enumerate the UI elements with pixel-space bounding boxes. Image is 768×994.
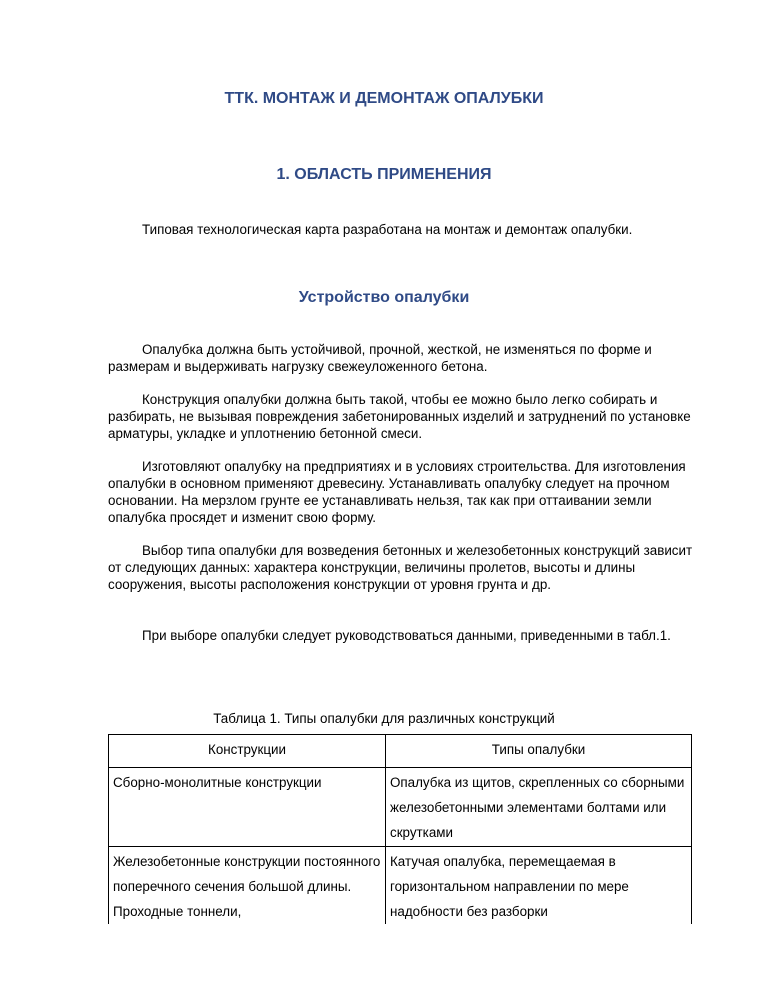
column-header-constructions: Конструкции xyxy=(109,735,386,768)
paragraph-text: Опалубка должна быть устойчивой, прочной, жесткой, не изменяться по форме и размерам и выдерживать нагрузку свежеуложенного бетона. xyxy=(108,342,652,374)
paragraph-text: Выбор типа опалубки для возведения бетонных и железобетонных конструкций зависит от следующих данных: характера конструкции, величины пролетов, высоты и длины сооружения, высоты расположения конструкции от уровня грунта и др. xyxy=(108,543,693,592)
paragraph xyxy=(108,627,708,644)
table-cell-formwork: Опалубка из щитов, скрепленных со сборными железобетонными элементами болтами или скрутками xyxy=(386,768,692,847)
paragraph xyxy=(108,341,708,375)
table-caption: Таблица 1. Типы опалубки для различных конструкций xyxy=(213,711,555,726)
table-cell-construction: Железобетонные конструкции постоянного поперечного сечения большой длины. Проходные тоннели, xyxy=(109,847,386,925)
table-row xyxy=(109,847,692,925)
scope-text: Типовая технологическая карта разработана на монтаж и демонтаж опалубки. xyxy=(142,222,633,237)
paragraph-text: Конструкция опалубки должна быть такой, чтобы ее можно было легко собирать и разбирать, не вызывая повреждения забетонированных изделий и затруднений по установке арматуры, укладке и уплотнению бетонной смеси. xyxy=(108,392,691,441)
paragraph-text: При выборе опалубки следует руководствоваться данными, приведенными в табл.1. xyxy=(142,628,671,643)
formwork-types-table xyxy=(108,734,692,924)
column-header-formwork-types: Типы опалубки xyxy=(386,735,692,768)
paragraph-text: Изготовляют опалубку на предприятиях и в условиях строительства. Для изготовления опалубки в основном применяют древесину. Устанавливать опалубку следует на прочном основании. На мерзлом грунте ее устанавливать нельзя, так как при оттаивании земли опалубка просядет и изменит свою форму. xyxy=(108,459,686,525)
subsection-title: Устройство опалубки xyxy=(298,289,470,306)
section-title: 1. ОБЛАСТЬ ПРИМЕНЕНИЯ xyxy=(276,166,492,183)
table-cell-formwork: Катучая опалубка, перемещаемая в горизонтальном направлении по мере надобности без разборки xyxy=(386,847,692,925)
table-cell-construction: Сборно-монолитные конструкции xyxy=(109,768,386,847)
paragraph xyxy=(108,542,708,593)
document-title: ТТК. МОНТАЖ И ДЕМОНТАЖ ОПАЛУБКИ xyxy=(224,90,544,107)
paragraph xyxy=(108,391,708,442)
table-row xyxy=(109,768,692,847)
paragraph xyxy=(108,458,708,526)
table-header-row xyxy=(109,735,692,768)
